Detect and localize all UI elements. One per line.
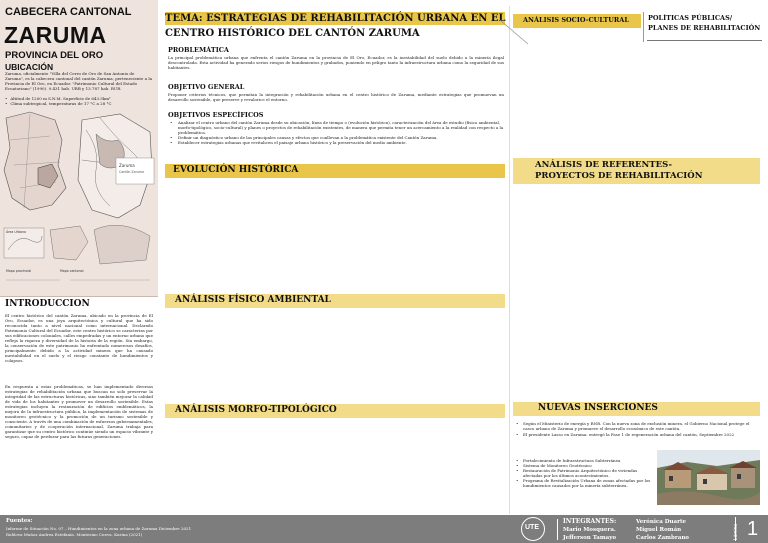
sources-title: Fuentes: bbox=[6, 518, 33, 524]
introduccion-p1: El centro histórico del cantón Zaruma, ubicado en la provincia de El Oro, Ecuador, es una joya arquitectónica y cultural que ha sido reconocida tanto a nivel nacional como internacional. Declarado Patrimonio Cultural del Ecuador, este centro histórico se caracteriza por sus edificaciones coloniales, calles empedradas y un entorno urbano que refleja la riqueza y diversidad de la historia de la región. Sin embargo, la conservación de este patrimonio ha enfrentado numerosos desafíos, principalmente debido a la actividad minera que ha causado inestabilidad en el suelo y el riesgo constante de hundimientos y colapsos. bbox=[5, 313, 153, 363]
list-item: • Restauración de Patrimonio Arquitectónico de viviendas afectadas por los últimos acontecimientos. bbox=[515, 468, 655, 478]
source-2: Rublova Muñoz Andrea Estefanía. Montesino Cueva, Karina (2021) bbox=[6, 532, 143, 537]
province-outline bbox=[4, 112, 66, 210]
nuevas-title: NUEVAS INSERCIONES bbox=[538, 403, 658, 413]
province-label: PROVINCIA DEL ORO bbox=[5, 50, 104, 61]
referentes-band bbox=[513, 158, 760, 184]
list-item: • Establecer estrategias urbanas que revitalicen el paisaje urbano histórico y la preservación del medio ambiente. bbox=[168, 140, 504, 145]
nuevas-band bbox=[513, 402, 760, 416]
politicas-line-2: PLANES DE REHABILITACIÓN bbox=[648, 24, 761, 32]
ubicacion-body: Zaruma, oficialmente "Villa del Cerro de Oro de San Antonio de Zaruma", es la cabecera cantonal del cantón Zaruma, perteneciente a la Provincia de El Oro, en Ecuador. "Patrimonio Cultural del Estado Ecuatoriano" (1990). 9.431 hab. URB y 13.787 hab. RUR. bbox=[5, 71, 152, 91]
fisico-band bbox=[165, 294, 505, 308]
socio-band bbox=[513, 14, 641, 28]
lamina-label: Lámina bbox=[733, 523, 740, 541]
zaruma-photo bbox=[657, 450, 760, 505]
evolucion-title: EVOLUCIÓN HISTÓRICA bbox=[173, 165, 299, 175]
urban-area-label: Área Urbano bbox=[6, 230, 26, 234]
list-item: • Definir un diagnóstico urbano de las principales causas y efectos que conllevan a la problemática existente del Cantón Zaruma. bbox=[168, 135, 504, 140]
university-logo-text: UTE bbox=[525, 524, 539, 531]
objetivo-general-body: Proponer criterios técnicos, que permitan la integración y rehabilitación urbana en el centro histórico de Zaruma, mediante estrategias que promuevan un desarrollo sostenible, que preserve y revalorice el entorno. bbox=[168, 92, 504, 102]
morfo-band bbox=[165, 404, 505, 418]
tema-line-1: TEMA: ESTRATEGIAS DE REHABILITACIÓN URBANA EN EL bbox=[165, 13, 506, 24]
map-label-b: Mapa cantonal bbox=[60, 269, 84, 273]
programs-list bbox=[515, 458, 655, 488]
left-sidebar bbox=[0, 0, 158, 515]
map-label-a: Mapa provincial bbox=[6, 269, 32, 273]
problematica-body: La principal problemática urbana que enfrenta el cantón Zaruma en la provincia de El Oro, Ecuador, es la inestabilidad del suelo debido a la minería ilegal descontrolada. Esta actividad ha generado serios riesgos de hundimientos y grabados, poniendo en peligro tanto la infraestructura urbana como la seguridad de sus habitantes. bbox=[168, 55, 504, 70]
list-item: • Clima subtropical, temperaturas de 17 °C a 28 °C bbox=[5, 101, 153, 106]
tema-header bbox=[165, 12, 505, 44]
politicas-line-1: POLÍTICAS PÚBLICAS/ bbox=[648, 14, 733, 22]
socio-title: ANÁLISIS SOCIO-CULTURAL bbox=[523, 16, 629, 24]
member-name: Mario Mosquera. bbox=[563, 527, 616, 533]
footer-divider bbox=[557, 519, 558, 540]
member-name: Jefferson Tamayo bbox=[563, 535, 617, 541]
list-item: • Analizar el centro urbano del cantón Zaruma desde su ubicación, línea de tiempo o (evolución histórica), caracterización del área de estudio (físico ambiental, morfo-tipológico, socio-cultural) y planes o proyectos de rehabilitación existentes, de manera que permita tener un acercamiento a la realidad con respecto a la problemática. bbox=[168, 120, 504, 135]
map-illustration bbox=[0, 110, 158, 296]
list-item: • Programa de Revitalización Urbana de zonas afectadas por los hundimientos causados por la minería subterránea. bbox=[515, 478, 655, 488]
mini-map-a bbox=[50, 226, 88, 260]
page-number: 1 bbox=[747, 518, 759, 540]
introduccion-p2: En respuesta a estas problemáticas, se han implementado diversas estrategias de rehabilitación urbana que buscan no solo preservar la integridad de las estructuras históricas, sino también mejorar la calidad de vida de los habitantes y promover un desarrollo sostenible. Estas estrategias incluyen la restauración de edificios emblemáticos, la mejora de la infraestructura pública, la implementación de sistemas de monitoreo geotécnico y la promoción de un turismo sostenible y consciente. A través de una combinación de esfuerzos gubernamentales, comunitarios y de cooperación internacional, Zaruma trabaja para garantizar que su centro histórico continúe siendo un espacio vibrante y seguro, capaz de perdurar para las futuras generaciones. bbox=[5, 384, 153, 439]
nuevas-list bbox=[515, 421, 760, 438]
evolucion-band bbox=[165, 164, 505, 178]
objetivos-list bbox=[168, 120, 504, 145]
problematica-title: PROBLEMÁTICA bbox=[168, 46, 229, 54]
politicas-header bbox=[643, 12, 761, 42]
member-name: Miguel Román bbox=[636, 527, 682, 533]
list-item: • El presidente Lasso en Zaruma: entregó la Fase 1 de regeneración urbana del cantón, Septiembre 2022 bbox=[515, 432, 760, 437]
fisico-title: ANÁLISIS FÍSICO AMBIENTAL bbox=[175, 295, 331, 305]
objetivo-general-title: OBJETIVO GENERAL bbox=[168, 83, 245, 91]
legend-sub: Cantón Zaruma bbox=[119, 170, 144, 174]
list-item: • Altitud de 1200 m S.N.M. Superficie de 643.5km² bbox=[5, 96, 153, 101]
list-item: • Fortalecimiento de Infraestructura Subterránea bbox=[515, 458, 655, 463]
ubicacion-title: UBICACIÓN bbox=[5, 62, 54, 72]
list-item: • Según el Ministerio de energía y RNR. Con la nueva zona de exclusión minera, el Gobierno Nacional protege el casco urbano de Zaruma y promueve el desarrollo económico de este cantón. bbox=[515, 421, 760, 431]
column-divider bbox=[509, 6, 510, 514]
politicas-underline bbox=[647, 40, 762, 41]
member-name: Carlos Zambrano bbox=[636, 535, 689, 541]
referentes-line-2: PROYECTOS DE REHABILITACIÓN bbox=[535, 171, 703, 181]
source-1: Informe de Situación No. 07 – Hundimientos en la zona urbana de Zaruma Diciembre 2021 bbox=[6, 526, 192, 531]
location-maps bbox=[0, 110, 158, 296]
canton-label: CABECERA CANTONAL bbox=[5, 6, 132, 18]
city-title: ZARUMA bbox=[4, 22, 107, 48]
ubicacion-bullets bbox=[5, 96, 153, 106]
mini-map-b bbox=[94, 225, 150, 264]
legend-title: Zaruma bbox=[119, 163, 135, 168]
morfo-title: ANÁLISIS MORFO-TIPOLÓGICO bbox=[175, 405, 337, 415]
member-name: Verónica Duarte bbox=[636, 519, 687, 525]
introduccion-section bbox=[0, 296, 158, 515]
objetivos-especificos-title: OBJETIVOS ESPECÍFICOS bbox=[168, 111, 264, 119]
integrantes-label: INTEGRANTES: bbox=[563, 518, 617, 525]
list-item: • Sistema de Monitoreo Geotécnico bbox=[515, 463, 655, 468]
introduccion-title: INTRODUCCION bbox=[5, 299, 90, 309]
footer bbox=[0, 515, 768, 543]
referentes-line-1: ANÁLISIS DE REFERENTES- bbox=[535, 160, 673, 170]
tema-line-2: CENTRO HISTÓRICO DEL CANTÓN ZARUMA bbox=[165, 28, 420, 39]
